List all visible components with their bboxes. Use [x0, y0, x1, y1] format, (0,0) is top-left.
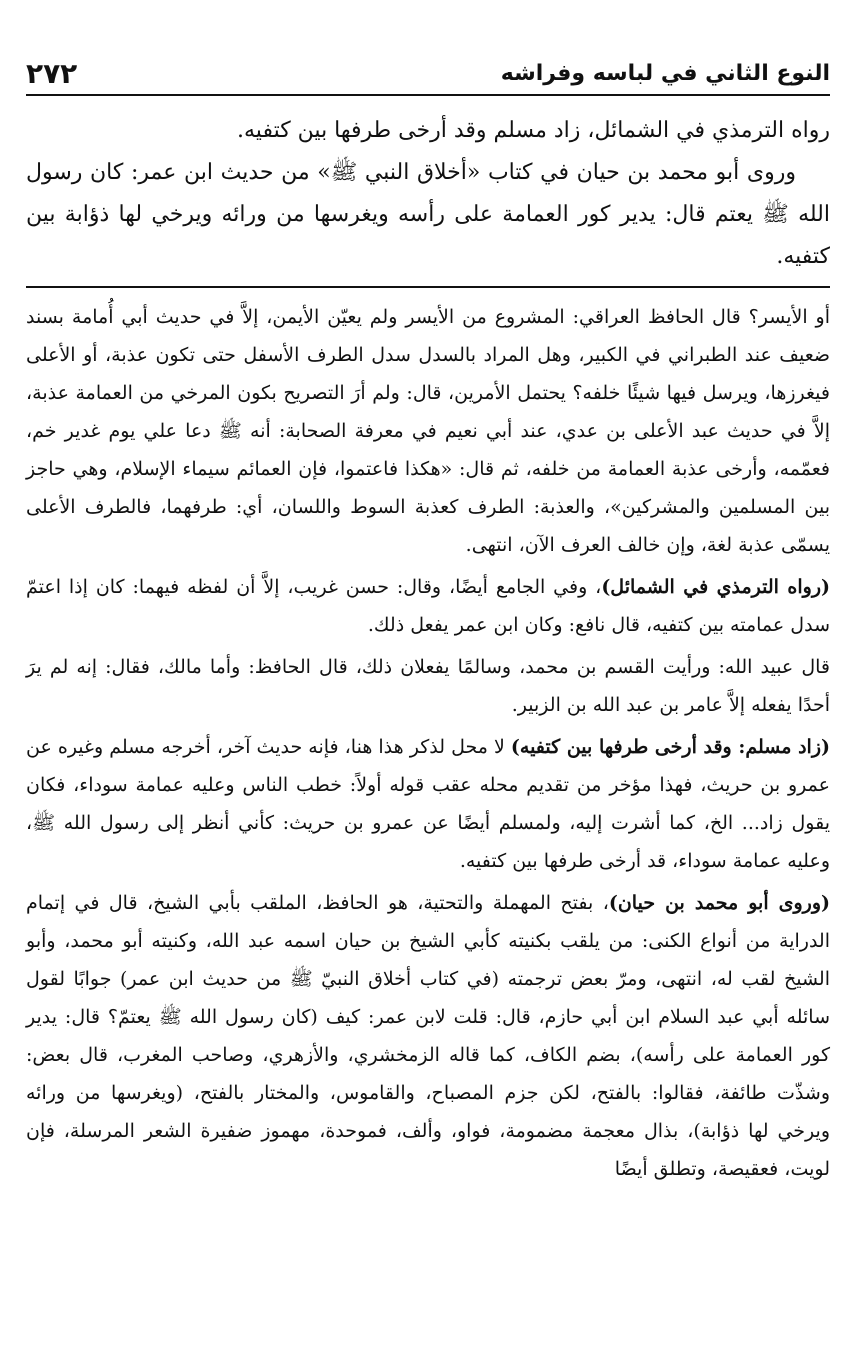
commentary-text: ، وفي الجامع أيضًا، وقال: حسن غريب، إلاَّ أن لفظه فيهما: كان إذا اعتمّ سدل عمامته بين كتفيه، قال نافع: وكان ابن عمر يفعل ذلك.: [26, 576, 830, 636]
commentary-block: [26, 288, 830, 1188]
running-title: النوع الثاني في لباسه وفراشه: [500, 61, 830, 86]
commentary-paragraph: [26, 568, 830, 644]
main-text-line: رواه الترمذي في الشمائل، زاد مسلم وقد أرخى طرفها بين كتفيه.: [237, 118, 830, 143]
commentary-lead: (وروى أبو محمد بن حيان): [608, 892, 830, 914]
page-header: [26, 48, 830, 96]
main-text-block: [26, 96, 830, 288]
commentary-text: قال عبيد الله: ورأيت القسم بن محمد، وسالمًا يفعلان ذلك، قال الحافظ: وأما مالك، فقال: إنه لم يرَ أحدًا يفعله إلاَّ عامر بن عبد الله بن الزبير.: [26, 656, 830, 716]
commentary-text: أو الأيسر؟ قال الحافظ العراقي: المشروع من الأيسر ولم يعيّن الأيمن، إلاَّ في حديث أبي أُمامة بسند ضعيف عند الطبراني في الكبير، وهل المراد بالسدل سدل الطرف الأسفل حتى تكون عذبة، أو الأعلى فيغرزها، ويرسل فيها شيئًا خلفه؟ يحتمل الأمرين، قال: ولم أرَ التصريح بكون المرخي من العمامة عذبة، إلاَّ في حديث عبد الأعلى بن عدي، عند أبي نعيم في معرفة الصحابة: أنه ﷺ دعا علي يوم غدير خم، فعمّمه، وأرخى عذبة العمامة من خلفه، ثم قال: «هكذا فاعتموا، فإن العمائم سيماء الإسلام، وهي حاجز بين المسلمين والمشركين»، والعذبة: الطرف كعذبة السوط واللسان، أي: طرفهما، فالطرف الأعلى يسمّى عذبة لغة، وإن خالف العرف الآن، انتهى.: [26, 306, 830, 556]
commentary-paragraph: [26, 884, 830, 1188]
commentary-lead: (رواه الترمذي في الشمائل): [601, 576, 831, 598]
main-text-paragraph: وروى أبو محمد بن حيان في كتاب «أخلاق النبي ﷺ» من حديث ابن عمر: كان رسول الله ﷺ يعتم قال: يدير كور العمامة على رأسه ويغرسها من ورائه ويرخي لها ذؤابة بين كتفيه.: [26, 160, 830, 269]
commentary-lead: (زاد مسلم: وقد أرخى طرفها بين كتفيه): [510, 736, 830, 758]
commentary-paragraph: [26, 298, 830, 564]
commentary-paragraph: [26, 648, 830, 724]
commentary-text: ، بفتح المهملة والتحتية، هو الحافظ، الملقب بأبي الشيخ، قال في إتمام الدراية من أنواع الكنى: من يلقب بكنيته كأبي الشيخ بن حيان اسمه عبد الله، وكنيته أبو محمد، وأبو الشيخ لقب له، انتهى، ومرّ بعض ترجمته (في كتاب أخلاق النبيّ ﷺ من حديث ابن عمر) جوابًا لقول سائله أبي عبد السلام ابن أبي حازم، قال: قلت لابن عمر: كيف (كان رسول الله ﷺ يعتمّ؟ قال: يدير كور العمامة على رأسه)، بضم الكاف، كما قاله الزمخشري، والأزهري، وصاحب المغرب، قال بعض: وشذّت طائفة، فقالوا: بالفتح، لكن جزم المصباح، والقاموس، والمختار بالفتح، (ويغرسها من ورائه ويرخي لها ذؤابة)، بذال معجمة مضمومة، فواو، وألف، فموحدة، مهموز ضفيرة الشعر المرسلة، فإن لويت، فعقيصة، وتطلق أيضًا: [26, 892, 830, 1180]
page-number: ٢٧٢: [26, 57, 78, 90]
commentary-text: لا محل لذكر هذا هنا، فإنه حديث آخر، أخرجه مسلم وغيره عن عمرو بن حريث، فهذا مؤخر من تقديم محله عقب قوله أولاً: خطب الناس وعليه عمامة سوداء، فكان يقول زاد... الخ، كما أشرت إليه، ولمسلم أيضًا عن عمرو بن حريث: كأني أنظر إلى رسول الله ﷺ، وعليه عمامة سوداء، قد أرخى طرفها بين كتفيه.: [26, 736, 830, 872]
commentary-paragraph: [26, 728, 830, 880]
